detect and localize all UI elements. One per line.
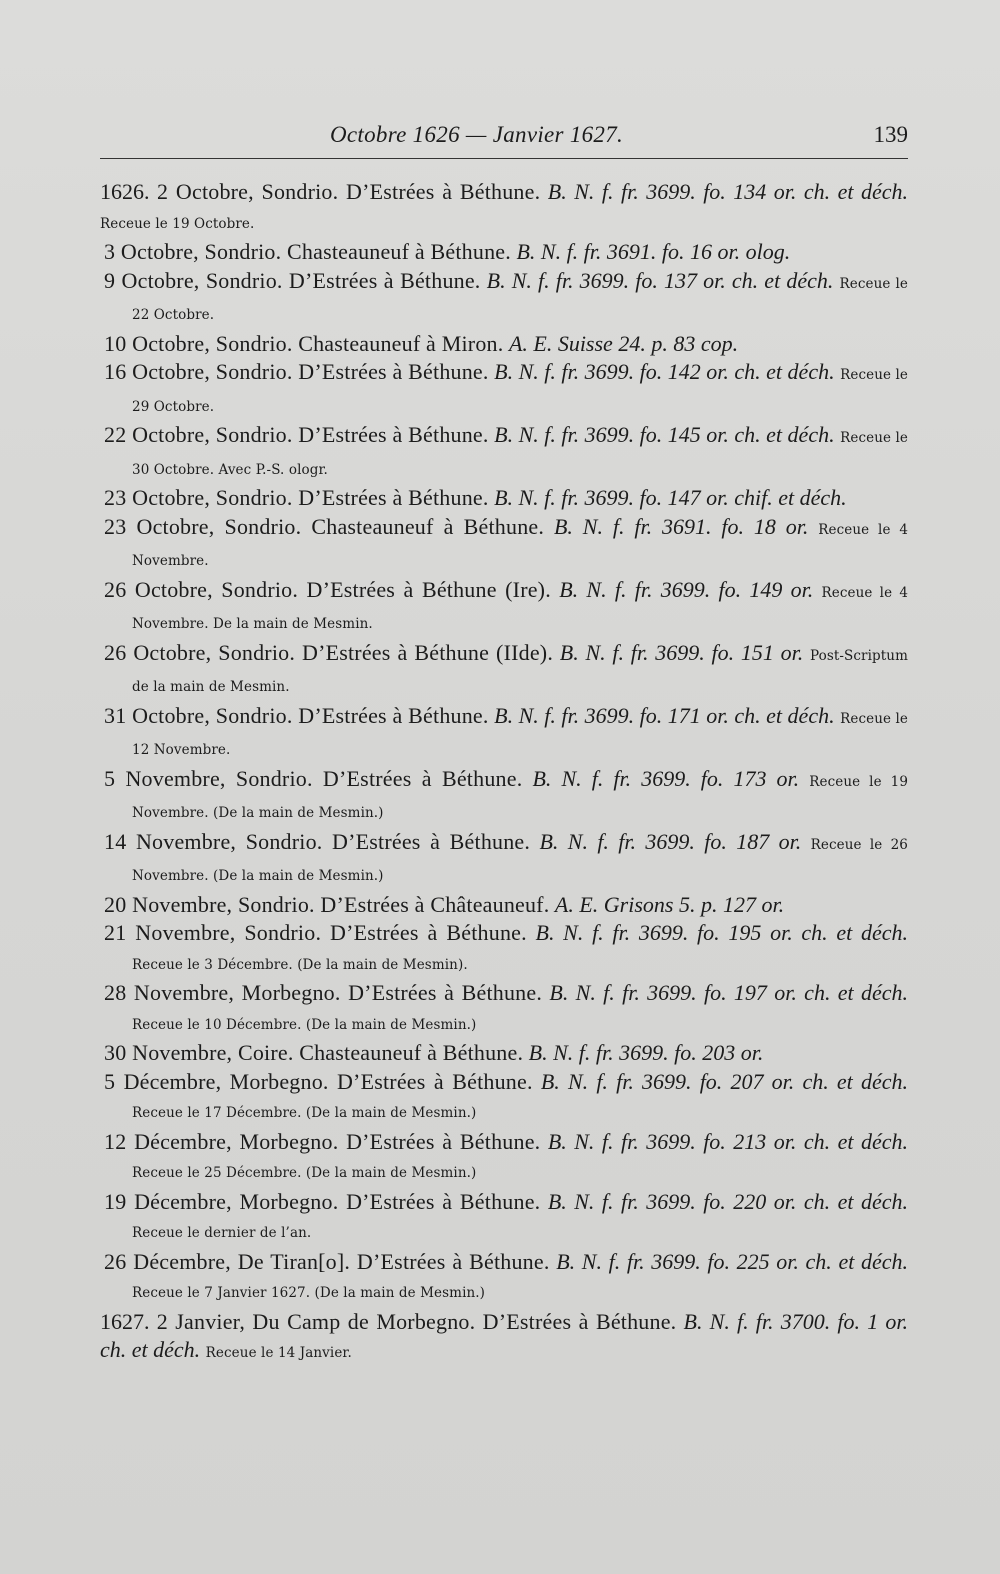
entry-note: Receue le 19 Octobre. bbox=[100, 215, 255, 232]
entry-reference: B. N. f. fr. 3699. fo. 187 or. bbox=[539, 828, 802, 854]
calendar-entry bbox=[104, 1068, 908, 1128]
entry-note: Receue le 12 Novembre. bbox=[132, 710, 909, 758]
entry-note: Receue le 26 Novembre. (De la main de Mesmin.) bbox=[132, 836, 908, 884]
calendar-entry bbox=[104, 358, 908, 421]
entry-text: 5 Novembre, Sondrio. D’Estrées à Béthune. bbox=[104, 765, 523, 791]
entry-reference: B. N. f. fr. 3699. fo. 207 or. ch. et déch. bbox=[540, 1068, 908, 1094]
calendar-entry bbox=[100, 178, 908, 238]
entry-text: 10 Octobre, Sondrio. Chasteauneuf à Miron. bbox=[104, 330, 504, 356]
entry-note: Receue le 29 Octobre. bbox=[132, 367, 909, 415]
entry-text: 26 Octobre, Sondrio. D’Estrées à Béthune (IIde). bbox=[104, 639, 554, 665]
entry-reference: B. N. f. fr. 3699. fo. 142 or. ch. et déch. bbox=[494, 359, 835, 384]
entry-text: 26 Octobre, Sondrio. D’Estrées à Béthune (Ire). bbox=[104, 576, 551, 602]
entry-text: 19 Décembre, Morbegno. D’Estrées à Béthune. bbox=[104, 1188, 541, 1214]
entry-text: 12 Décembre, Morbegno. D’Estrées à Béthune. bbox=[104, 1128, 541, 1154]
calendar-entry bbox=[104, 513, 908, 576]
entry-text: 14 Novembre, Sondrio. D’Estrées à Béthune. bbox=[104, 828, 531, 854]
entry-reference: B. N. f. fr. 3699. fo. 203 or. bbox=[528, 1040, 764, 1065]
calendar-entry bbox=[104, 330, 908, 359]
calendar-entry bbox=[104, 576, 908, 639]
entry-note: Receue le 14 Janvier. bbox=[205, 1345, 352, 1361]
entry-text: 23 Octobre, Sondrio. Chasteauneuf à Béthune. bbox=[104, 513, 545, 539]
entry-text: 21 Novembre, Sondrio. D’Estrées à Béthune. bbox=[104, 920, 527, 945]
entry-text: 3 Octobre, Sondrio. Chasteauneuf à Béthune. bbox=[104, 239, 511, 264]
calendar-entry bbox=[104, 979, 908, 1039]
entry-note: Receue le 4 Novembre. De la main de Mesmin. bbox=[132, 584, 909, 632]
entry-reference: B. N. f. fr. 3699. fo. 134 or. ch. et déch. bbox=[547, 179, 909, 204]
entry-text: 2 Octobre, Sondrio. D’Estrées à Béthune. bbox=[157, 179, 541, 204]
entry-note: Receue le 17 Décembre. (De la main de Mesmin.) bbox=[132, 1105, 477, 1121]
calendar-entry bbox=[104, 765, 908, 828]
calendar-entry bbox=[104, 919, 908, 979]
calendar-entry bbox=[100, 1308, 908, 1368]
running-head-title: Octobre 1626 — Janvier 1627. bbox=[330, 122, 624, 147]
entry-reference: B. N. f. fr. 3699. fo. 149 or. bbox=[559, 576, 814, 602]
entry-text: 26 Décembre, De Tiran[o]. D’Estrées à Béthune. bbox=[104, 1248, 550, 1274]
entry-text: 31 Octobre, Sondrio. D’Estrées à Béthune. bbox=[104, 702, 489, 728]
entry-reference: A. E. Suisse 24. p. 83 cop. bbox=[508, 330, 739, 356]
calendar-entry bbox=[104, 238, 908, 267]
entry-reference: B. N. f. fr. 3699. fo. 147 or. chif. et déch. bbox=[494, 485, 847, 510]
calendar-entry bbox=[104, 639, 908, 702]
entry-note: Receue le 7 Janvier 1627. (De la main de Mesmin.) bbox=[132, 1285, 486, 1301]
entry-text: 2 Janvier, Du Camp de Morbegno. D’Estrées à Béthune. bbox=[156, 1308, 677, 1334]
entry-list bbox=[100, 178, 908, 1368]
entry-reference: B. N. f. fr. 3699. fo. 213 or. ch. et déch. bbox=[547, 1128, 908, 1154]
entry-reference: B. N. f. fr. 3699. fo. 197 or. ch. et déch. bbox=[549, 980, 908, 1005]
entry-text: 22 Octobre, Sondrio. D’Estrées à Béthune. bbox=[104, 422, 489, 447]
entry-reference: B. N. f. fr. 3699. fo. 137 or. ch. et déch. bbox=[486, 267, 834, 293]
entry-note: Receue le dernier de l’an. bbox=[132, 1225, 312, 1241]
entry-text: 5 Décembre, Morbegno. D’Estrées à Béthune. bbox=[104, 1068, 533, 1094]
entry-text: 16 Octobre, Sondrio. D’Estrées à Béthune. bbox=[104, 359, 489, 384]
entry-reference: B. N. f. fr. 3699. fo. 220 or. ch. et déch. bbox=[547, 1188, 908, 1214]
entry-note: Receue le 22 Octobre. bbox=[132, 275, 909, 323]
calendar-entry bbox=[104, 1128, 908, 1188]
entry-reference: B. N. f. fr. 3691. fo. 16 or. olog. bbox=[516, 239, 791, 264]
header-rule bbox=[100, 158, 908, 159]
entry-reference: B. N. f. fr. 3699. fo. 171 or. ch. et déch. bbox=[494, 702, 835, 728]
entry-text: 9 Octobre, Sondrio. D’Estrées à Béthune. bbox=[104, 267, 481, 293]
entry-reference: B. N. f. fr. 3699. fo. 225 or. ch. et déch. bbox=[556, 1248, 909, 1274]
entry-text: 20 Novembre, Sondrio. D’Estrées à Châteauneuf. bbox=[104, 891, 550, 917]
entry-note: Receue le 25 Décembre. (De la main de Mesmin.) bbox=[132, 1165, 477, 1181]
calendar-entry bbox=[104, 484, 908, 513]
calendar-entry bbox=[104, 828, 908, 891]
entry-note: Post-Scriptum de la main de Mesmin. bbox=[132, 647, 908, 695]
entry-text: 30 Novembre, Coire. Chasteauneuf à Béthune. bbox=[104, 1040, 524, 1065]
entry-text: 28 Novembre, Morbegno. D’Estrées à Béthune. bbox=[104, 980, 543, 1005]
entry-text: 23 Octobre, Sondrio. D’Estrées à Béthune. bbox=[104, 485, 489, 510]
entry-reference: B. N. f. fr. 3700. fo. 1 or. ch. et déch. bbox=[100, 1308, 909, 1362]
entry-reference: B. N. f. fr. 3699. fo. 151 or. bbox=[559, 639, 804, 665]
entry-note: Receue le 30 Octobre. Avec P.-S. ologr. bbox=[132, 430, 909, 478]
entry-reference: B. N. f. fr. 3699. fo. 173 or. bbox=[532, 765, 800, 791]
page-number: 139 bbox=[873, 122, 908, 147]
entry-year: 1627. bbox=[100, 1308, 150, 1334]
entry-note: Receue le 10 Décembre. (De la main de Mesmin.) bbox=[132, 1016, 477, 1033]
calendar-entry bbox=[104, 1039, 908, 1068]
calendar-entry bbox=[104, 267, 908, 330]
calendar-entry bbox=[104, 421, 908, 484]
entry-note: Receue le 19 Novembre. (De la main de Mesmin.) bbox=[132, 773, 909, 821]
calendar-entry bbox=[104, 702, 908, 765]
entry-year: 1626. bbox=[100, 179, 150, 204]
entry-note: Receue le 4 Novembre. bbox=[132, 521, 909, 569]
entry-reference: A. E. Grisons 5. p. 127 or. bbox=[554, 891, 785, 917]
entry-note: Receue le 3 Décembre. (De la main de Mesmin). bbox=[132, 956, 468, 973]
entry-reference: B. N. f. fr. 3699. fo. 195 or. ch. et déch. bbox=[535, 920, 908, 945]
running-head bbox=[100, 122, 908, 158]
entry-reference: B. N. f. fr. 3691. fo. 18 or. bbox=[553, 513, 809, 539]
calendar-entry bbox=[104, 1188, 908, 1248]
calendar-entry bbox=[104, 1248, 908, 1308]
calendar-entry bbox=[104, 891, 908, 920]
entry-reference: B. N. f. fr. 3699. fo. 145 or. ch. et déch. bbox=[494, 422, 835, 447]
